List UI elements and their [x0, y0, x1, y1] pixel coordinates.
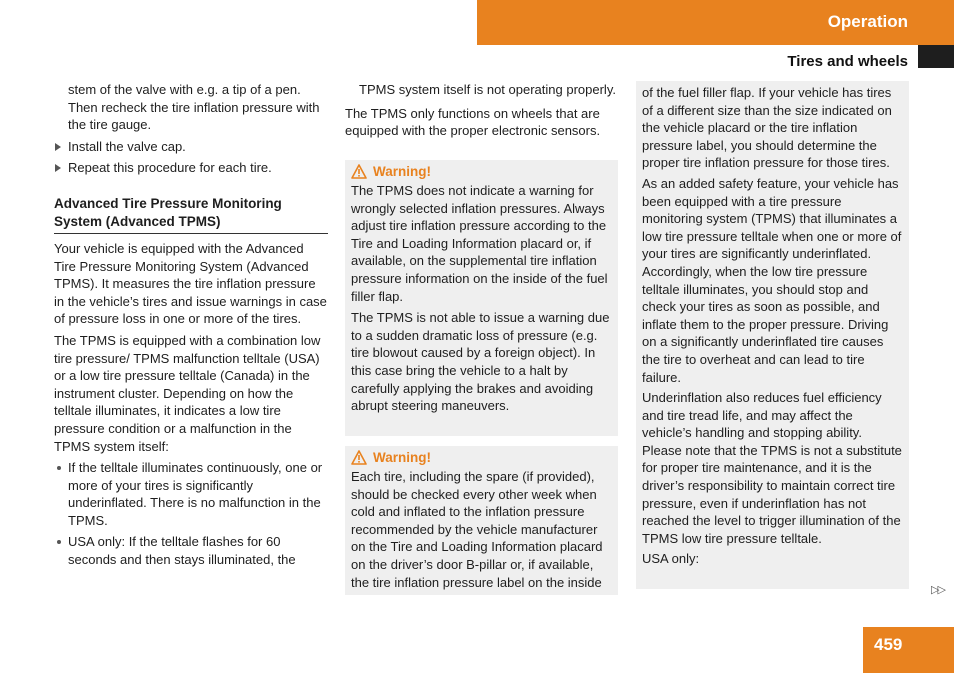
section-title: Operation [827, 12, 908, 31]
section-header-bar [477, 0, 954, 45]
info-box [636, 81, 909, 589]
warning-box [345, 160, 618, 436]
section-heading: Advanced Tire Pressure Monitoring System (Advanced TPMS) [54, 195, 328, 234]
warning-triangle-icon [351, 450, 367, 465]
triangle-right-icon [55, 143, 61, 151]
paragraph: As an added safety feature, your vehicle has been equipped with a tire pressure monitoring system (TPMS) that illuminates a low tire pressure telltale when one or more of your tires are significantly underinflated. Accordingly, when the low tire pressure telltale illuminates, you should stop and check your tires as soon as possible, and inflate them to the proper pressure. Driving on a significantly underinflated tire causes the tire to overheat and can lead to tire failure. [642, 175, 902, 385]
bullet-text: USA only: If the telltale flashes for 60 seconds and then stays illuminated, the [68, 534, 296, 568]
column-1 [54, 81, 328, 573]
paragraph: USA only: [642, 551, 700, 567]
paragraph: of the fuel filler flap. If your vehicle has tires of a different size than the size indicated on the vehicle placard or the tire inflation pressure label, you should determine the proper tire inflation pressure for those tires. [642, 85, 892, 171]
warning-title: Warning! [373, 164, 431, 179]
thumb-tab-marker [918, 45, 954, 68]
bullet-item [54, 459, 328, 529]
bullet-item [54, 533, 328, 568]
continue-icon: ▷▷ [931, 584, 944, 596]
warning-header [351, 450, 612, 465]
page-number-box [863, 627, 954, 673]
warning-text: The TPMS is not able to issue a warning due to a sudden dramatic loss of pressure (e.g. tire blowout caused by a foreign object). In this case bring the vehicle to a halt by carefully applying the brakes and avoiding abrupt steering maneuvers. [351, 310, 610, 414]
paragraph: Your vehicle is equipped with the Advanced Tire Pressure Monitoring System (Advanced TPMS). It measures the tire inflation pressure in the vehicle’s tires and issue warnings in case of pressure loss in one or more of the tires. [54, 240, 327, 327]
intro-text: stem of the valve with e.g. a tip of a pen. Then recheck the tire inflation pressure with the tire gauge. [68, 82, 320, 133]
bullet-dot-icon [57, 466, 61, 470]
step-item [54, 159, 328, 177]
subsection-title: Tires and wheels [787, 53, 908, 70]
triangle-right-icon [55, 164, 61, 172]
warning-header [351, 164, 612, 179]
bullet-dot-icon [57, 540, 61, 544]
warning-text: The TPMS does not indicate a warning for wrongly selected inflation pressures. Always adjust tire inflation pressure according to the Tire and Loading Information placard or, if available, on the supplemental tire inflation pressure information on the inside of the fuel filler flap. [351, 183, 608, 304]
continued-text: TPMS system itself is not operating properly. [359, 82, 616, 97]
step-item [54, 138, 328, 156]
page-number: 459 [874, 635, 903, 654]
paragraph: The TPMS is equipped with a combination low tire pressure/ TPMS malfunction telltale (USA) or a low tire pressure telltale (Canada) in the instrument cluster. Depending on how the telltale illuminates, it indicates a low tire pressure condition or a malfunction in the TPMS system itself: [54, 332, 321, 454]
warning-text: Each tire, including the spare (if provided), should be checked every other week when cold and inflated to the inflation pressure recommended by the vehicle manufacturer on the Tire and Loading Information placard on the driver’s door B-pillar or, if available, the tire inflation pressure label on the inside [351, 469, 603, 590]
column-2 [345, 81, 619, 144]
step-text: Repeat this procedure for each tire. [68, 160, 272, 176]
step-text: Install the valve cap. [68, 138, 186, 154]
warning-triangle-icon [351, 164, 367, 179]
paragraph: The TPMS only functions on wheels that are equipped with the proper electronic sensors. [345, 105, 601, 139]
paragraph: Underinflation also reduces fuel efficiency and tire tread life, and may affect the vehicle’s handling and stopping ability. Please note that the TPMS is not a substitute for proper tire maintenance, and it is the driver’s responsibility to maintain correct tire pressure, even if underinflation has not reached the level to trigger illumination of the TPMS low tire pressure telltale. [642, 390, 902, 546]
warning-box [345, 446, 618, 595]
warning-title: Warning! [373, 450, 431, 465]
bullet-text: If the telltale illuminates continuously, one or more of your tires is significantly underinflated. There is no malfunction in the TPMS. [68, 460, 323, 528]
